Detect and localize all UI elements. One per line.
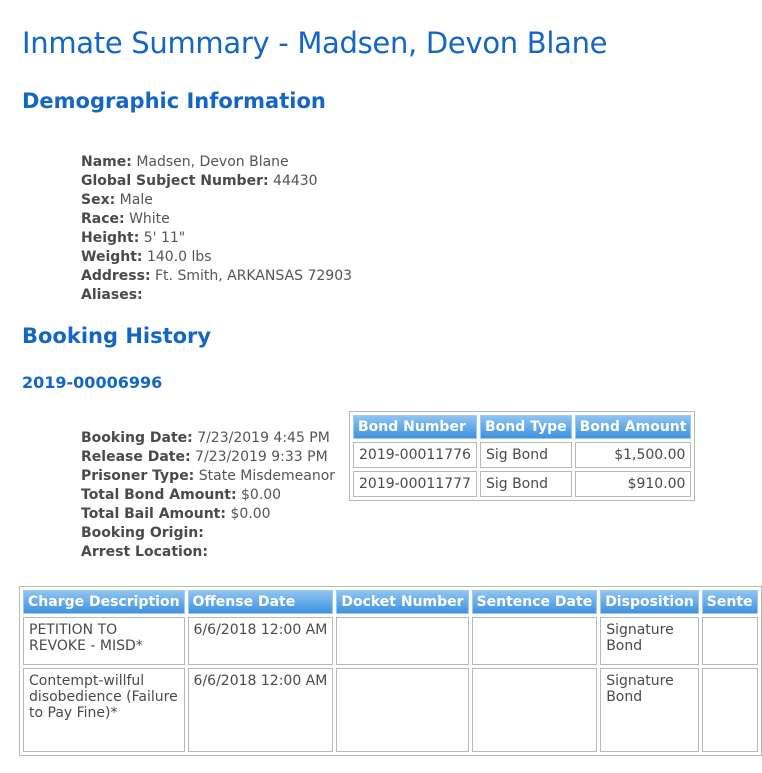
col-offense-date[interactable]: Offense Date	[188, 590, 334, 614]
bond-table	[349, 411, 695, 501]
sentence-cell	[702, 668, 758, 752]
field-global-subject-number: Global Subject Number: 44430	[81, 173, 318, 189]
offense-date-cell: 6/6/2018 12:00 AM	[188, 668, 334, 752]
bond-number-cell: 2019-00011777	[353, 471, 477, 497]
demographic-info	[81, 153, 352, 305]
table-row	[23, 617, 758, 665]
sentence-cell	[702, 617, 758, 665]
field-weight: Weight: 140.0 lbs	[81, 249, 212, 265]
charge-description-cell: Contempt-willful disobedience (Failure to Pay Fine)*	[23, 668, 185, 752]
booking-history-heading: Booking History	[22, 324, 212, 348]
field-total-bail-amount: Total Bail Amount: $0.00	[81, 506, 271, 522]
col-sentence-date[interactable]: Sentence Date	[472, 590, 598, 614]
col-docket-number[interactable]: Docket Number	[336, 590, 468, 614]
bond-type-cell: Sig Bond	[480, 471, 572, 497]
col-bond-number[interactable]: Bond Number	[353, 415, 477, 439]
booking-number: 2019-00006996	[22, 373, 163, 392]
disposition-cell: Signature Bond	[600, 668, 699, 752]
docket-number-cell	[336, 617, 468, 665]
charge-table	[19, 586, 762, 756]
bond-amount-cell: $910.00	[575, 471, 692, 497]
field-booking-origin: Booking Origin:	[81, 525, 204, 541]
field-race: Race: White	[81, 211, 170, 227]
table-row	[353, 442, 691, 468]
demographic-heading: Demographic Information	[22, 89, 326, 113]
bond-type-cell: Sig Bond	[480, 442, 572, 468]
bond-number-cell: 2019-00011776	[353, 442, 477, 468]
page-title: Inmate Summary - Madsen, Devon Blane	[22, 26, 608, 60]
field-release-date: Release Date: 7/23/2019 9:33 PM	[81, 449, 328, 465]
sentence-date-cell	[472, 617, 598, 665]
field-address: Address: Ft. Smith, ARKANSAS 72903	[81, 268, 353, 284]
col-bond-amount[interactable]: Bond Amount	[575, 415, 692, 439]
disposition-cell: Signature Bond	[600, 617, 699, 665]
docket-number-cell	[336, 668, 468, 752]
field-aliases: Aliases:	[81, 287, 143, 303]
sentence-date-cell	[472, 668, 598, 752]
field-prisoner-type: Prisoner Type: State Misdemeanor	[81, 468, 336, 484]
offense-date-cell: 6/6/2018 12:00 AM	[188, 617, 334, 665]
col-bond-type[interactable]: Bond Type	[480, 415, 572, 439]
charge-table-header	[23, 590, 758, 614]
col-sentence[interactable]: Sente	[702, 590, 758, 614]
charge-description-cell: PETITION TO REVOKE - MISD*	[23, 617, 185, 665]
table-row	[23, 668, 758, 752]
field-booking-date: Booking Date: 7/23/2019 4:45 PM	[81, 430, 330, 446]
field-sex: Sex: Male	[81, 192, 153, 208]
field-name: Name: Madsen, Devon Blane	[81, 154, 289, 170]
col-disposition[interactable]: Disposition	[600, 590, 699, 614]
bond-amount-cell: $1,500.00	[575, 442, 692, 468]
col-charge-description[interactable]: Charge Description	[23, 590, 185, 614]
table-row	[353, 471, 691, 497]
field-total-bond-amount: Total Bond Amount: $0.00	[81, 487, 282, 503]
bond-table-header	[353, 415, 691, 439]
field-arrest-location: Arrest Location:	[81, 544, 208, 560]
field-height: Height: 5' 11"	[81, 230, 186, 246]
booking-info	[81, 429, 335, 562]
